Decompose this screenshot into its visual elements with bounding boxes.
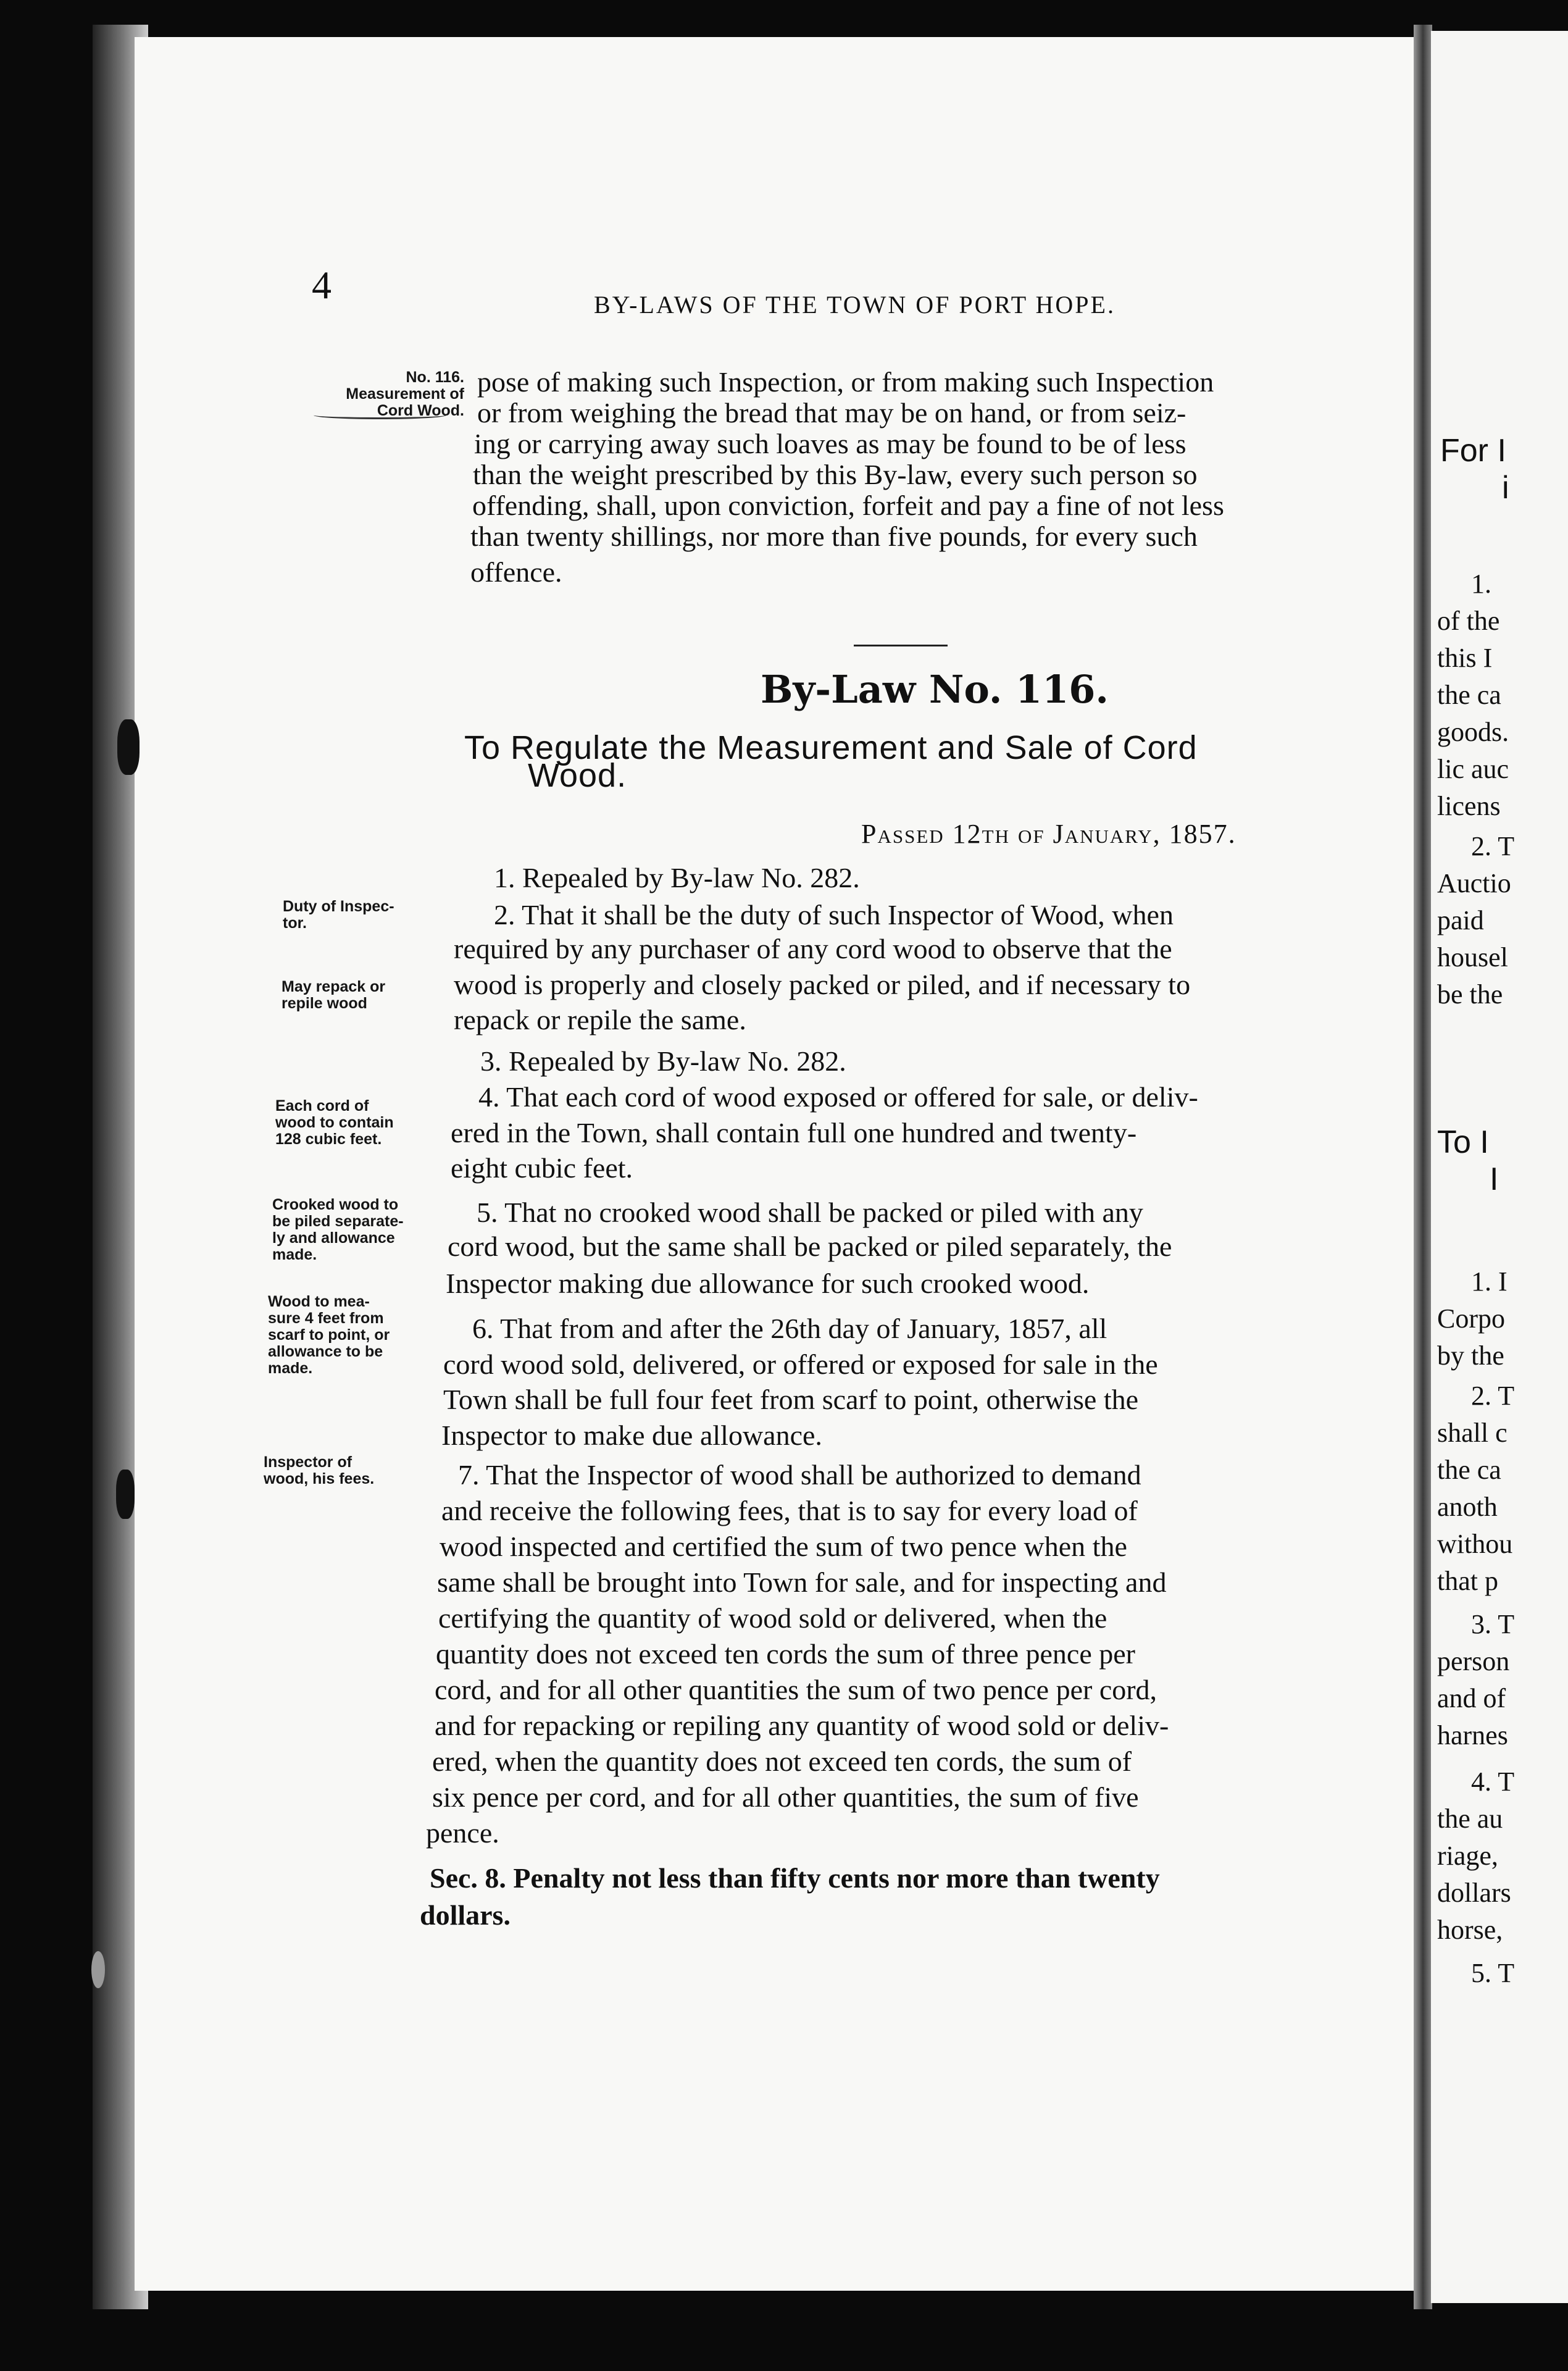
- right-page-line: Auctio: [1437, 868, 1511, 898]
- right-page-line: anoth: [1437, 1492, 1498, 1522]
- section-line: and receive the following fees, that is to say for every load of: [441, 1495, 1138, 1526]
- right-page-line: be the: [1437, 979, 1503, 1010]
- section-line: 3. Repealed by By-law No. 282.: [480, 1045, 846, 1077]
- carryover-line: ing or carrying away such loaves as may be found to be of less: [474, 428, 1186, 459]
- margin-note-carryover: No. 116. Measurement of Cord Wood.: [346, 369, 464, 419]
- section-line: required by any purchaser of any cord wood to observe that the: [454, 933, 1172, 964]
- right-page-line: paid: [1437, 905, 1484, 935]
- right-page-line: I: [1490, 1161, 1499, 1197]
- right-page-line: Corpo: [1437, 1303, 1505, 1334]
- section-line: cord, and for all other quantities the sum of two pence per cord,: [435, 1674, 1157, 1705]
- section-line: quantity does not exceed ten cords the sum of three pence per: [436, 1638, 1135, 1670]
- section-line: Sec. 8. Penalty not less than fifty cents nor more than twenty: [430, 1862, 1160, 1894]
- section-line: cord wood sold, delivered, or offered or exposed for sale in the: [443, 1349, 1158, 1380]
- page-number: 4: [312, 263, 332, 307]
- section-line: 6. That from and after the 26th day of January, 1857, all: [472, 1313, 1107, 1344]
- section-line: ered in the Town, shall contain full one hundred and twenty-: [451, 1117, 1137, 1148]
- margin-note-crooked: Crooked wood to be piled separate- ly and allowance made.: [272, 1196, 404, 1263]
- section-line: certifying the quantity of wood sold or delivered, when the: [438, 1602, 1107, 1634]
- margin-note-repack: May repack or repile wood: [281, 978, 386, 1012]
- carryover-line: offending, shall, upon conviction, forfeit and pay a fine of not less: [472, 490, 1224, 521]
- carryover-line: offence.: [470, 556, 562, 588]
- bylaw-heading: By-Law No. 116.: [761, 667, 1109, 712]
- section-line: Town shall be full four feet from scarf to point, otherwise the: [443, 1384, 1139, 1415]
- right-page-line: housel: [1437, 942, 1508, 972]
- right-page-line: lic auc: [1437, 754, 1509, 784]
- right-page: [1431, 31, 1568, 2303]
- right-page-line: dollars: [1437, 1878, 1511, 1908]
- carryover-line: than twenty shillings, nor more than five pounds, for every such: [470, 521, 1198, 552]
- section-line: dollars.: [420, 1899, 511, 1931]
- right-page-line: To I: [1437, 1124, 1489, 1160]
- binding-hole: [116, 1470, 135, 1519]
- right-page-line: this I: [1437, 643, 1493, 673]
- section-line: eight cubic feet.: [451, 1152, 633, 1184]
- right-page-line: 5. T: [1471, 1958, 1515, 1988]
- section-line: repack or repile the same.: [454, 1004, 746, 1035]
- binding-hole: [117, 719, 140, 775]
- right-page-line: horse,: [1437, 1915, 1503, 1945]
- margin-note-duty: Duty of Inspec- tor.: [283, 898, 394, 932]
- right-page-line: the ca: [1437, 1455, 1501, 1485]
- right-page-line: person: [1437, 1646, 1510, 1676]
- section-line: 1. Repealed by By-law No. 282.: [494, 862, 860, 893]
- section-line: 4. That each cord of wood exposed or offered for sale, or deliv-: [478, 1081, 1198, 1113]
- section-line: wood is properly and closely packed or piled, and if necessary to: [454, 969, 1191, 1000]
- section-line: six pence per cord, and for all other quantities, the sum of five: [432, 1781, 1139, 1813]
- right-page-line: 4. T: [1471, 1767, 1515, 1797]
- book-gutter: [1414, 25, 1432, 2309]
- right-page-line: 1. I: [1471, 1266, 1508, 1297]
- section-line: ered, when the quantity does not exceed ten cords, the sum of: [432, 1746, 1132, 1777]
- section-line: cord wood, but the same shall be packed or piled separately, the: [448, 1231, 1172, 1262]
- passed-date: Passed 12th of January, 1857.: [861, 819, 1236, 849]
- right-page-line: i: [1502, 470, 1509, 506]
- right-page-line: by the: [1437, 1340, 1504, 1371]
- section-line: and for repacking or repiling any quantity of wood sold or deliv-: [435, 1710, 1169, 1741]
- section-line: pence.: [426, 1817, 499, 1849]
- right-page-line: the au: [1437, 1804, 1503, 1834]
- right-page-line: the ca: [1437, 680, 1501, 710]
- right-page-line: 3. T: [1471, 1609, 1515, 1639]
- right-page-line: riage,: [1437, 1841, 1498, 1871]
- running-head: BY-LAWS OF THE TOWN OF PORT HOPE.: [594, 291, 1116, 319]
- right-page-line: 2. T: [1471, 831, 1515, 861]
- margin-note-cord: Each cord of wood to contain 128 cubic feet.: [275, 1097, 394, 1148]
- right-page-line: that p: [1437, 1566, 1498, 1596]
- section-line: Inspector to make due allowance.: [441, 1420, 822, 1451]
- right-page-line: goods.: [1437, 717, 1509, 747]
- right-page-line: harnes: [1437, 1720, 1508, 1750]
- carryover-line: than the weight prescribed by this By-law, every such person so: [473, 459, 1198, 490]
- right-page-line: 1.: [1471, 569, 1491, 599]
- right-page-line: For I: [1440, 433, 1506, 469]
- carryover-line: pose of making such Inspection, or from making such Inspection: [477, 366, 1214, 398]
- section-line: 5. That no crooked wood shall be packed or piled with any: [477, 1197, 1143, 1228]
- right-page-line: and of: [1437, 1683, 1506, 1713]
- section-line: 7. That the Inspector of wood shall be authorized to demand: [458, 1459, 1141, 1491]
- carryover-line: or from weighing the bread that may be on hand, or from seiz-: [477, 397, 1186, 429]
- section-line: 2. That it shall be the duty of such Inspector of Wood, when: [494, 899, 1174, 930]
- margin-note-fees: Inspector of wood, his fees.: [264, 1453, 375, 1487]
- section-line: same shall be brought into Town for sale, and for inspecting and: [437, 1566, 1167, 1598]
- right-page-line: of the: [1437, 606, 1500, 636]
- right-page-line: withou: [1437, 1529, 1513, 1559]
- right-page-line: shall c: [1437, 1418, 1508, 1448]
- section-line: Inspector making due allowance for such crooked wood.: [446, 1268, 1090, 1299]
- right-page-line: 2. T: [1471, 1381, 1515, 1411]
- paper-blemish: [91, 1951, 105, 1988]
- bylaw-title-line-1: To Regulate the Measurement and Sale of Cord: [464, 729, 1198, 766]
- right-page-line: licens: [1437, 791, 1501, 821]
- margin-brace: [314, 411, 446, 419]
- margin-note-measure: Wood to mea- sure 4 feet from scarf to point, or allowance to be made.: [268, 1293, 390, 1377]
- bylaw-title-line-2: Wood.: [528, 757, 627, 794]
- section-line: wood inspected and certified the sum of two pence when the: [440, 1531, 1127, 1562]
- section-rule: [854, 645, 948, 646]
